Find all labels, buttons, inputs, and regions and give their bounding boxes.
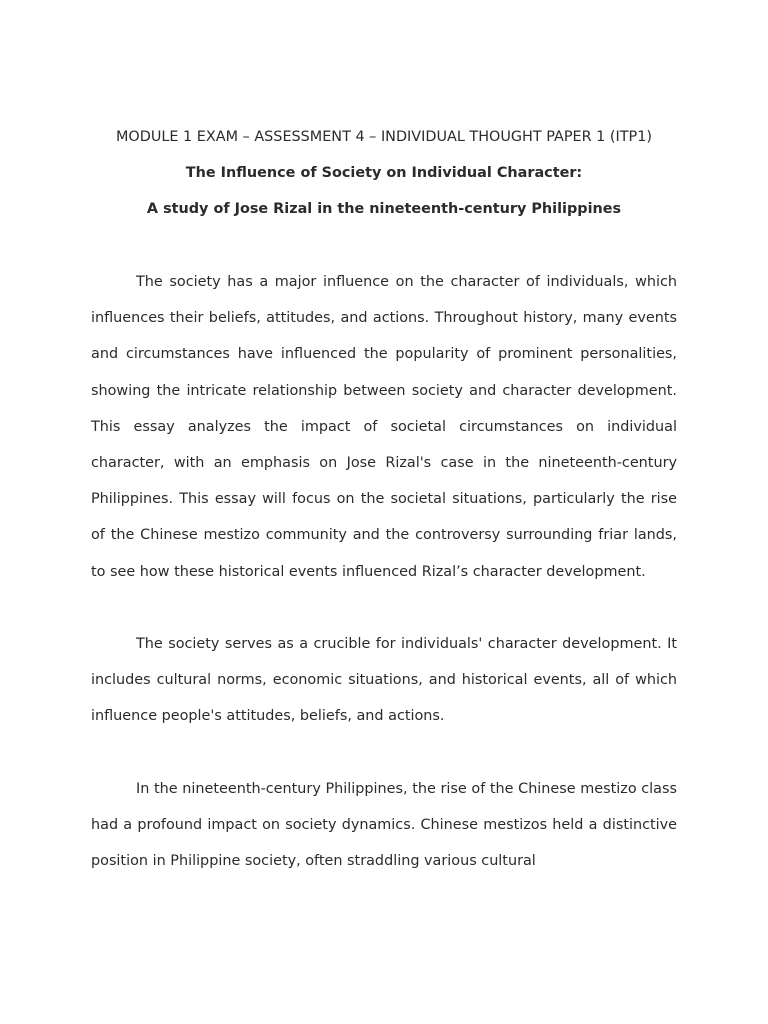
exam-heading: MODULE 1 EXAM – ASSESSMENT 4 – INDIVIDUAL THOUGHT PAPER 1 (ITP1) xyxy=(116,129,652,145)
paragraph-2: The society serves as a crucible for individuals' character development. It includes cultural norms, economic situations, and historical events, all of which influence people's attitudes, beliefs, and actions. xyxy=(91,636,677,725)
paragraph-1: The society has a major influence on the character of individuals, which influences their beliefs, attitudes, and actions. Throughout history, many events and circumstances have influenced the popularity of prominent personalities, showing the intricate relationship between society and character development. This essay analyzes the impact of societal circumstances on individual character, with an emphasis on Jose Rizal's case in the nineteenth-century Philippines. This essay will focus on the societal situations, particularly the rise of the Chinese mestizo community and the controversy surrounding friar lands, to see how these historical events influenced Rizal’s character development. xyxy=(91,274,677,580)
paper-title: The Influence of Society on Individual Character: xyxy=(185,165,583,181)
body-text xyxy=(91,264,677,879)
paper-subtitle: A study of Jose Rizal in the nineteenth-century Philippines xyxy=(146,201,622,217)
paragraph-3: In the nineteenth-century Philippines, the rise of the Chinese mestizo class had a profound impact on society dynamics. Chinese mestizos held a distinctive position in Philippine society, often straddling various cultural xyxy=(91,780,677,870)
